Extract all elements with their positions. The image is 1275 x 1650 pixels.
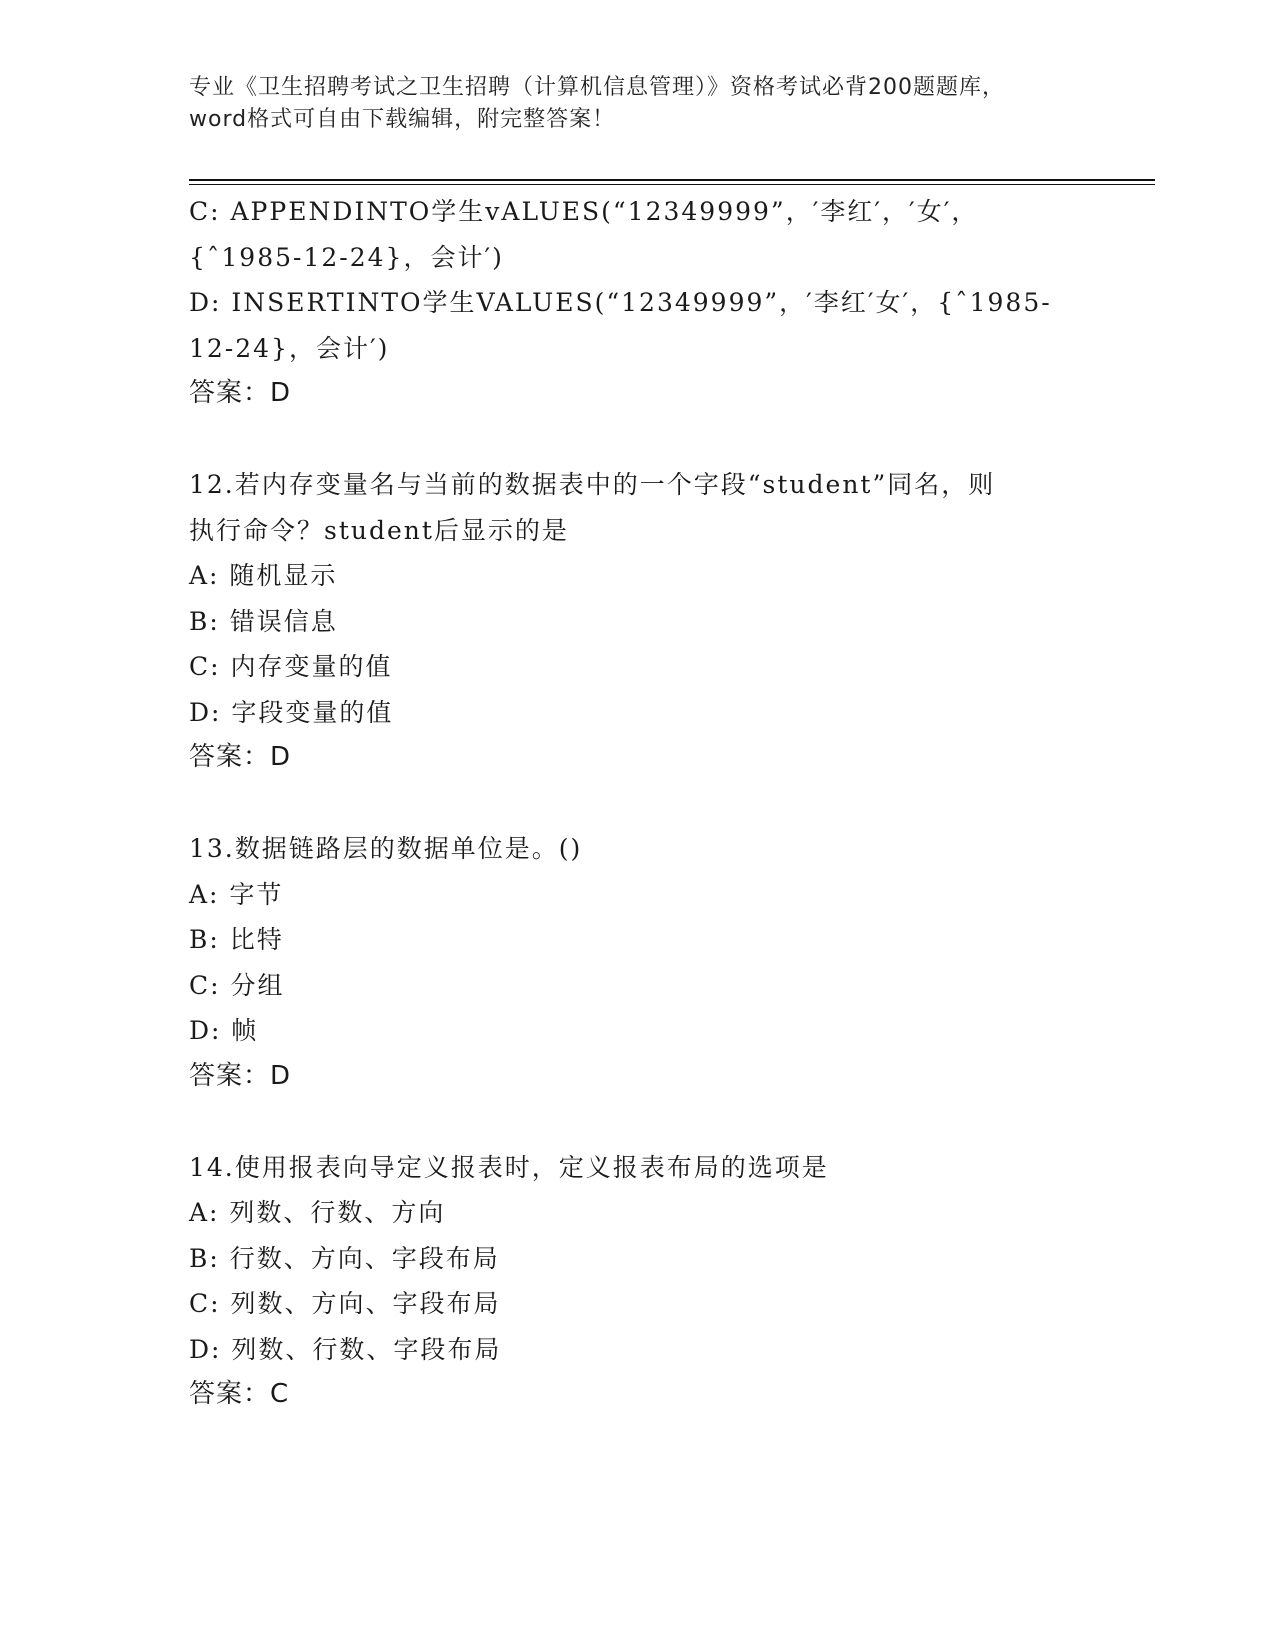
question-14 <box>189 1145 1089 1418</box>
document-header <box>189 72 1089 136</box>
question-12 <box>189 462 1089 781</box>
option-c: C: 分组 <box>189 970 285 1000</box>
answer-line: 答案：D <box>189 378 292 408</box>
spacer <box>189 417 1089 463</box>
option-line: 12-24}，会计′) <box>189 333 390 363</box>
option-line: C: APPENDINTO学生vALUES(“12349999”，′李红′，′女′， <box>189 197 979 226</box>
option-d: D: 帧 <box>189 1016 259 1045</box>
question-stem: 12.若内存变量名与当前的数据表中的一个字段“student”同名，则 <box>189 470 996 499</box>
option-a: A: 列数、行数、方向 <box>189 1198 446 1227</box>
question-stem: 执行命令？student后显示的是 <box>189 515 569 545</box>
option-line: {ˆ1985-12-24}，会计′) <box>189 242 504 272</box>
header-divider-thin <box>189 184 1155 185</box>
spacer <box>189 781 1089 827</box>
question-list <box>189 189 1089 1418</box>
option-a: A: 随机显示 <box>189 561 338 590</box>
option-b: B: 比特 <box>189 925 284 954</box>
option-b: B: 行数、方向、字段布局 <box>189 1243 500 1273</box>
option-line: D: INSERTINTO学生VALUES(“12349999”，′李红′女′，{ˆ1985- <box>189 288 1052 317</box>
option-a: A: 字节 <box>189 879 284 909</box>
question-stem: 13.数据链路层的数据单位是。() <box>189 834 583 863</box>
option-d: D: 字段变量的值 <box>189 697 394 727</box>
option-d: D: 列数、行数、字段布局 <box>189 1334 502 1364</box>
answer-line: 答案：D <box>189 1060 292 1091</box>
answer-line: 答案：C <box>189 1379 290 1409</box>
header-title-line-1: 专业《卫生招聘考试之卫生招聘（计算机信息管理）》资格考试必背200题题库， <box>189 75 1005 100</box>
header-divider-thick <box>189 179 1155 181</box>
option-c: C: 内存变量的值 <box>189 652 393 681</box>
question-13 <box>189 826 1089 1099</box>
option-c: C: 列数、方向、字段布局 <box>189 1289 501 1318</box>
header-title-line-2: word格式可自由下载编辑，附完整答案！ <box>189 107 616 132</box>
question-stem: 14.使用报表向导定义报表时，定义报表布局的选项是 <box>189 1152 829 1182</box>
question-11-continued <box>189 189 1089 417</box>
spacer <box>189 1099 1089 1145</box>
answer-line: 答案：D <box>189 742 292 772</box>
option-b: B: 错误信息 <box>189 606 338 636</box>
